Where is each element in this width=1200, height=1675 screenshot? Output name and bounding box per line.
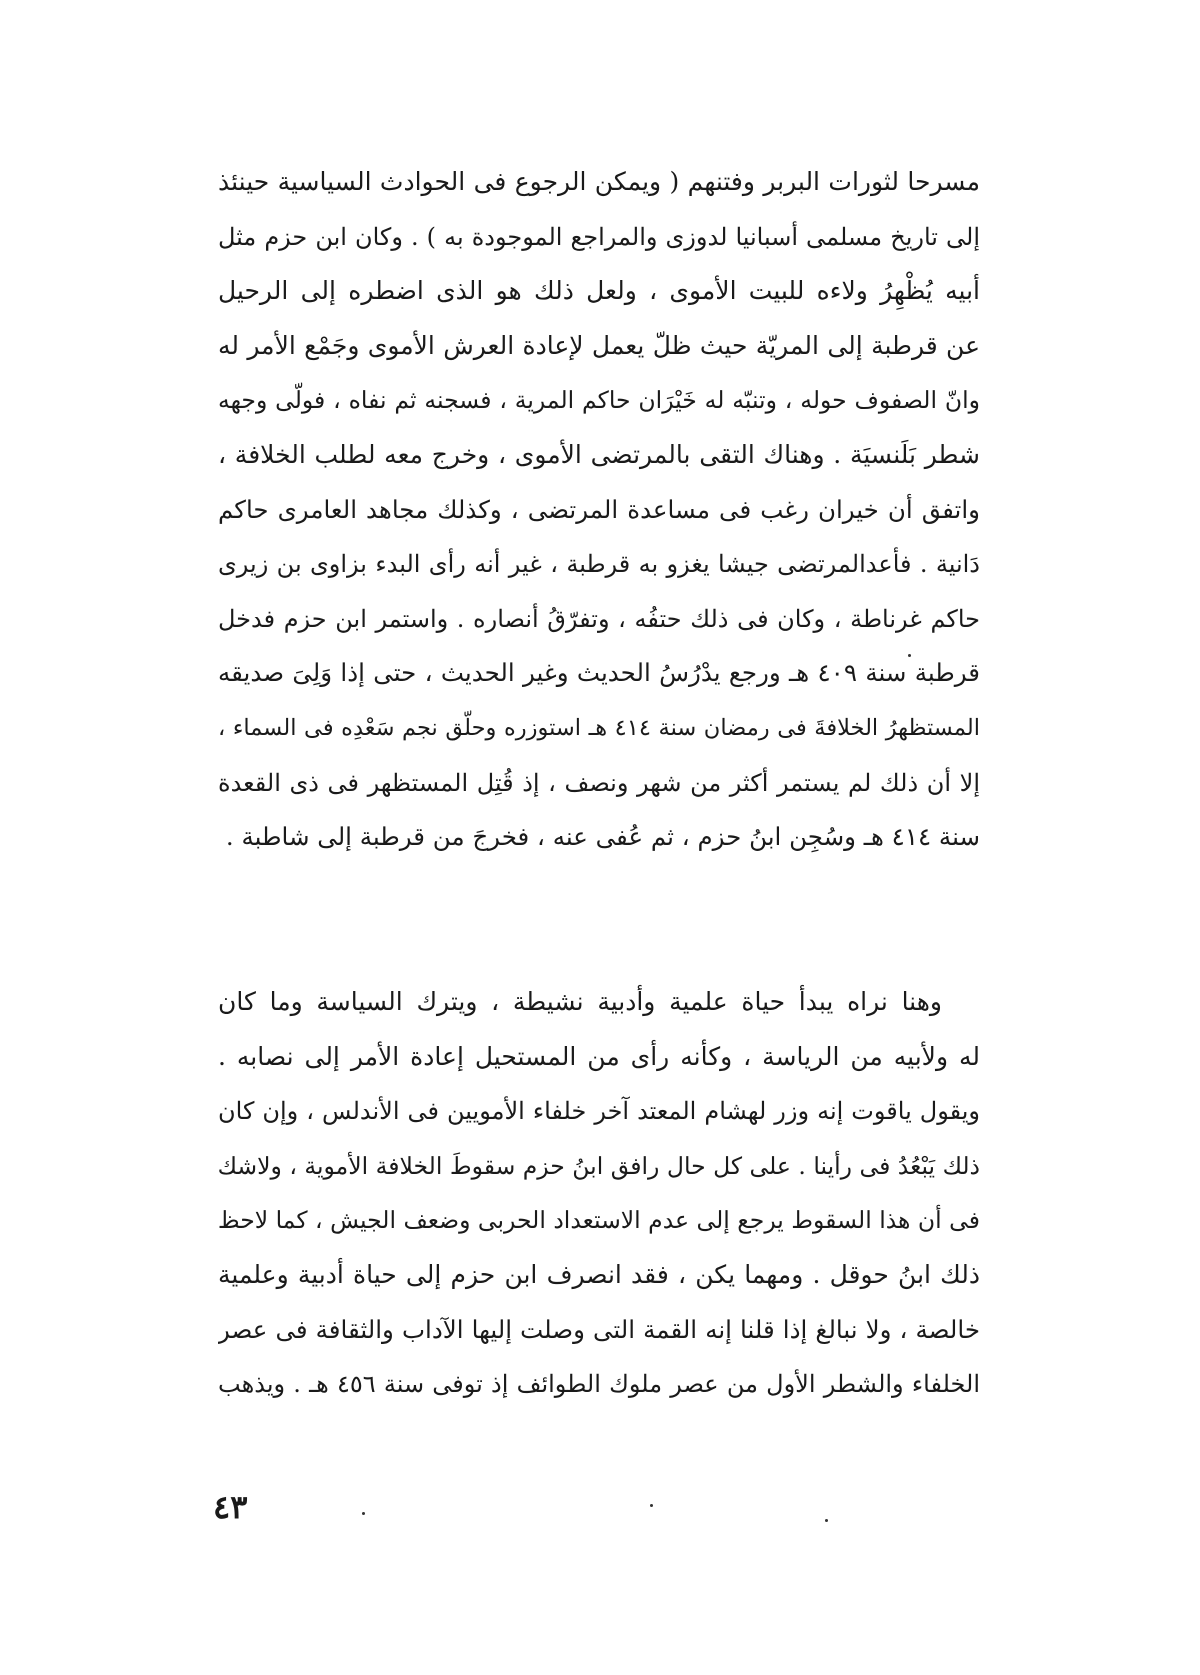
paragraph-2 (218, 975, 980, 1412)
text-line: إلى تاريخ مسلمى أسبانيا لدوزى والمراجع الموجودة به ) . وكان ابن حزم مثل (218, 222, 980, 251)
scan-speck (825, 1519, 828, 1522)
text-line: قرطبة سنة ٤٠٩ هـ ورجع يدْرُسُ الحديث وغير الحديث ، حتى إذا وَلِىَ صديقه (218, 658, 980, 688)
text-line: الخلفاء والشطر الأول من عصر ملوك الطوائف إذ توفى سنة ٤٥٦ هـ . ويذهب (218, 1370, 980, 1399)
text-line: دَانية . فأعدالمرتضى جيشا يغزو به قرطبة ، غير أنه رأى البدء بزاوى بن زيرى (218, 550, 980, 579)
text-line: مسرحا لثورات البربر وفتنهم ( ويمكن الرجوع فى الحوادث السياسية حينئذ (218, 167, 980, 196)
text-line: وانّ الصفوف حوله ، وتنبّه له خَيْرَان حاكم المرية ، فسجنه ثم نفاه ، فولّى وجهه (218, 386, 980, 415)
text-line: شطر بَلَنسيَة . وهناك التقى بالمرتضى الأموى ، وخرج معه لطلب الخلافة ، (218, 439, 980, 469)
text-line: ويقول ياقوت إنه وزر لهشام المعتد آخر خلفاء الأمويين فى الأندلس ، وإن كان (218, 1097, 980, 1126)
text-line: فى أن هذا السقوط يرجع إلى عدم الاستعداد الحربى وضعف الجيش ، كما لاحظ (218, 1206, 980, 1235)
text-line: عن قرطبة إلى المريّة حيث ظلّ يعمل لإعادة العرش الأموى وجَمْع الأمر له (218, 330, 980, 360)
scan-speck (362, 1512, 365, 1515)
text-line: المستظهرُ الخلافةَ فى رمضان سنة ٤١٤ هـ استوزره وحلّق نجم سَعْدِه فى السماء ، (218, 714, 980, 741)
paragraph-1 (218, 155, 980, 865)
scan-speck (908, 654, 911, 657)
text-line: واتفق أن خيران رغب فى مساعدة المرتضى ، وكذلك مجاهد العامرى حاكم (218, 494, 980, 524)
text-line: وهنا نراه يبدأ حياة علمية وأدبية نشيطة ، ويترك السياسة وما كان (218, 987, 942, 1016)
text-line: له ولأبيه من الرياسة ، وكأنه رأى من المستحيل إعادة الأمر إلى نصابه . (218, 1041, 980, 1071)
scan-speck (650, 1504, 653, 1507)
text-line: ذلك يَبْعُدُ فى رأينا . على كل حال رافق ابنُ حزم سقوطَ الخلافة الأموية ، ولاشك (218, 1151, 980, 1180)
text-line: سنة ٤١٤ هـ وسُجِن ابنُ حزم ، ثم عُفى عنه ، فخرجَ من قرطبة إلى شاطبة . (225, 822, 980, 852)
text-line: خالصة ، ولا نبالغ إذا قلنا إنه القمة التى وصلت إليها الآداب والثقافة فى عصر (218, 1314, 980, 1344)
page-number: ٤٣ (213, 1488, 248, 1526)
text-line: إلا أن ذلك لم يستمر أكثر من شهر ونصف ، إذ قُتِل المستظهر فى ذى القعدة (218, 768, 980, 797)
text-line: أبيه يُظْهِرُ ولاءه للبيت الأموى ، ولعل ذلك هو الذى اضطره إلى الرحيل (218, 276, 980, 306)
text-line: ذلك ابنُ حوقل . ومهما يكن ، فقد انصرف ابن حزم إلى حياة أدبية وعلمية (218, 1259, 980, 1289)
text-line: حاكم غرناطة ، وكان فى ذلك حتفُه ، وتفرّقُ أنصاره . واستمر ابن حزم فدخل (218, 604, 980, 633)
